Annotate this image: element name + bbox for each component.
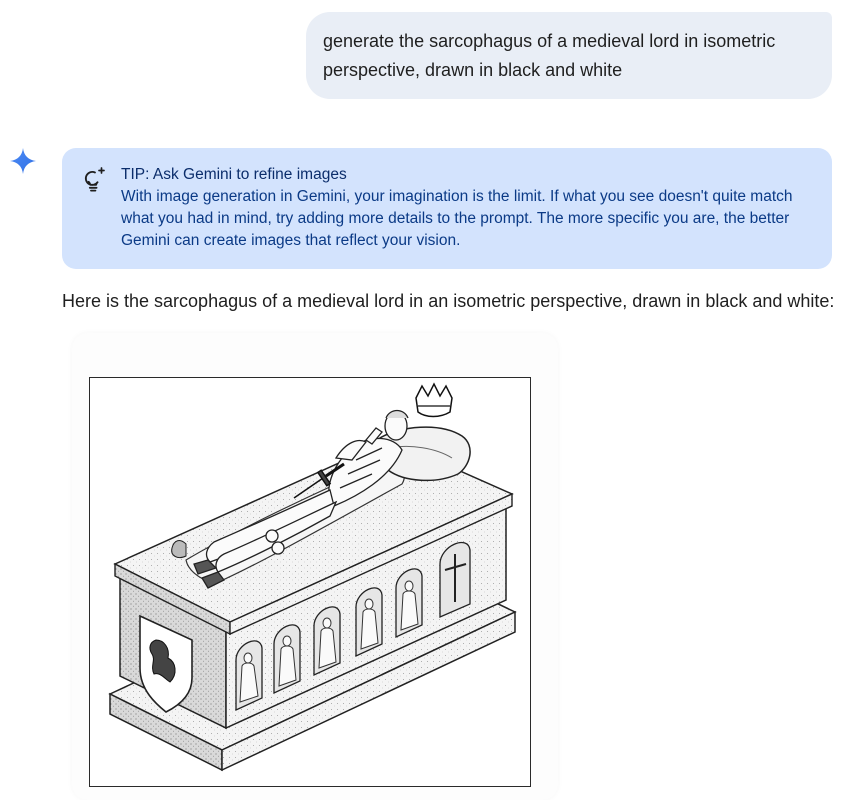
generated-image[interactable] xyxy=(89,377,531,787)
tip-card xyxy=(62,148,832,269)
user-message-bubble xyxy=(306,12,832,99)
response-text: Here is the sarcophagus of a medieval lord in an isometric perspective, drawn in black and white: xyxy=(62,291,835,311)
gemini-sparkle-icon xyxy=(9,147,37,175)
tip-title: TIP: Ask Gemini to refine images xyxy=(121,166,347,183)
user-message-line-1: generate the sarcophagus of a medieval lord in isometric xyxy=(323,31,776,51)
sarcophagus-illustration xyxy=(90,378,529,785)
user-message-line-2: perspective, drawn in black and white xyxy=(323,60,623,80)
tip-body: With image generation in Gemini, your imagination is the limit. If what you see doesn't quite match what you had in mind, try adding more details to the prompt. The more specific you are, the better Gemini can create images that reflect your vision. xyxy=(121,188,793,249)
lightbulb-sparkle-icon xyxy=(82,166,106,192)
